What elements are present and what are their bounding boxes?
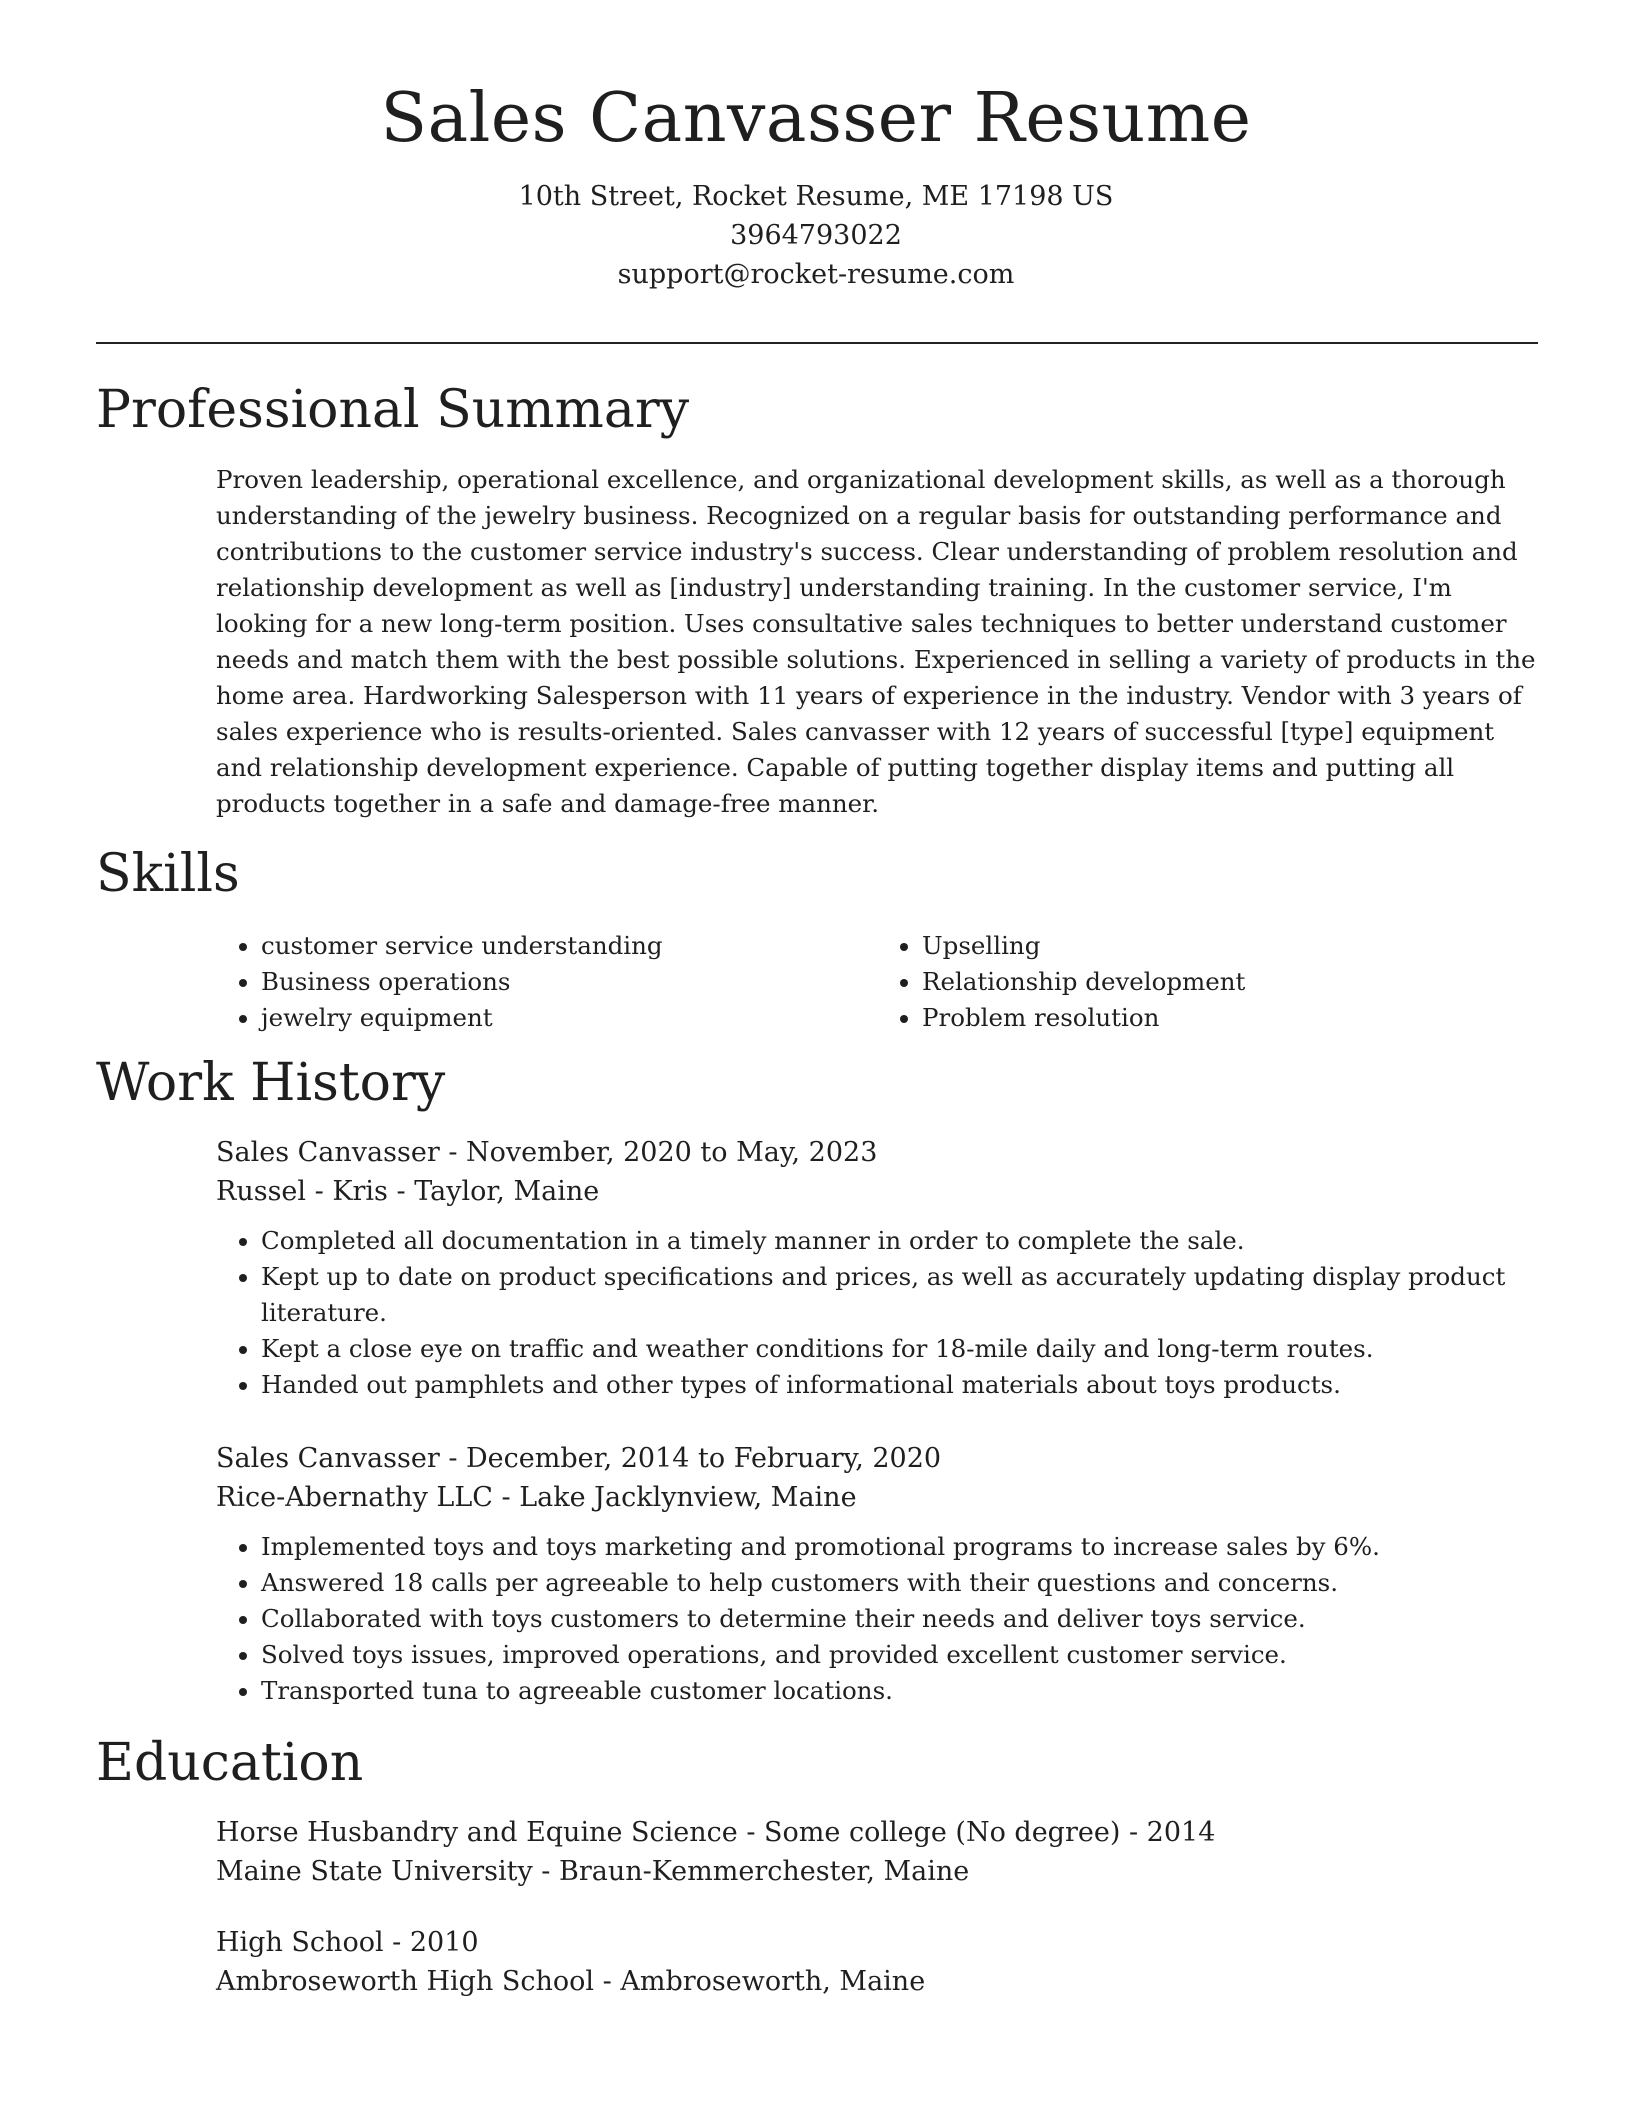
job-title-line <box>216 1133 1538 1172</box>
job-duty: • Implemented toys and toys marketing and promotional programs to increase sales by 6%. <box>261 1529 1538 1565</box>
job-entry <box>216 1133 1538 1403</box>
job-location: - Lake Jacklynview, Maine <box>492 1482 857 1513</box>
resume-header <box>0 0 1632 294</box>
job-employer: Russel - Kris <box>216 1176 388 1207</box>
education-degree: High School <box>216 1927 384 1958</box>
job-location: - Taylor, Maine <box>387 1176 600 1207</box>
job-duty: • Kept a close eye on traffic and weather conditions for 18-mile daily and long-term routes. <box>261 1331 1538 1367</box>
education-year: - 2014 <box>1120 1817 1216 1848</box>
education-school-line <box>216 1852 1538 1891</box>
job-duties <box>216 1529 1538 1709</box>
skills-column-right <box>877 928 1538 1036</box>
skills-list <box>216 928 1538 1036</box>
job-duties <box>216 1223 1538 1403</box>
summary-text: Proven leadership, operational excellence, and organizational development skills, as well as a thorough understanding of the jewelry business. Recognized on a regular basis for outstanding performance and contributions to the customer service industry's success. Clear understanding of problem resolution and relationship development as well as [industry] understanding training. In the customer service, I'm looking for a new long-term position. Uses consultative sales techniques to better understand customer needs and match them with the best possible solutions. Experienced in selling a variety of products in the home area. Hardworking Salesperson with 11 years of experience in the industry. Vendor with 3 years of sales experience who is results-oriented. Sales canvasser with 12 years of successful [type] equipment and relationship development experience. Capable of putting together display items and putting all products together in a safe and damage-free manner. <box>216 465 1536 818</box>
education-heading: Education <box>96 1733 364 1793</box>
job-duty: • Kept up to date on product specifications and prices, as well as accurately updating display product literature. <box>261 1259 1538 1331</box>
education-entry <box>216 1923 1538 2001</box>
education-school: Ambroseworth High School <box>216 1966 595 1997</box>
education-degree-line <box>216 1813 1538 1852</box>
job-employer-line <box>216 1172 1538 1211</box>
email: support@rocket-resume.com <box>617 258 1015 290</box>
education-location: - Ambroseworth, Maine <box>594 1966 926 1997</box>
summary-heading: Professional Summary <box>96 380 690 440</box>
resume-title: Sales Canvasser Resume <box>380 79 1252 158</box>
education-entry <box>216 1813 1538 1891</box>
address: 10th Street, Rocket Resume, ME 17198 US <box>518 180 1114 212</box>
job-title-line <box>216 1439 1538 1478</box>
job-dates: - December, 2014 to February, 2020 <box>439 1443 942 1474</box>
skill-item: • Upselling <box>922 928 1538 964</box>
contact-info <box>0 177 1632 294</box>
job-duty: • Collaborated with toys customers to determine their needs and deliver toys service. <box>261 1601 1538 1637</box>
skill-item: • Relationship development <box>922 964 1538 1000</box>
work-history-heading: Work History <box>96 1053 446 1113</box>
job-title: Sales Canvasser <box>216 1137 440 1168</box>
job-duty: • Transported tuna to agreeable customer locations. <box>261 1673 1538 1709</box>
education-school: Maine State University <box>216 1856 533 1887</box>
job-title: Sales Canvasser <box>216 1443 440 1474</box>
skills-column-left <box>216 928 877 1036</box>
education-school-line <box>216 1962 1538 2001</box>
skill-item: • jewelry equipment <box>261 1000 877 1036</box>
job-dates: - November, 2020 to May, 2023 <box>439 1137 878 1168</box>
job-duty: • Handed out pamphlets and other types of informational materials about toys products. <box>261 1367 1538 1403</box>
job-duty: • Solved toys issues, improved operations, and provided excellent customer service. <box>261 1637 1538 1673</box>
phone: 3964793022 <box>730 219 902 251</box>
education-year: - 2010 <box>383 1927 479 1958</box>
education-degree: Horse Husbandry and Equine Science - Some college (No degree) <box>216 1817 1121 1848</box>
header-divider <box>96 342 1538 344</box>
job-employer-line <box>216 1478 1538 1517</box>
skill-item: • customer service understanding <box>261 928 877 964</box>
job-duty: • Answered 18 calls per agreeable to help customers with their questions and concerns. <box>261 1565 1538 1601</box>
skill-item: • Business operations <box>261 964 877 1000</box>
job-duty: • Completed all documentation in a timely manner in order to complete the sale. <box>261 1223 1538 1259</box>
skills-heading: Skills <box>96 844 240 904</box>
job-entry <box>216 1439 1538 1709</box>
education-location: - Braun-Kemmerchester, Maine <box>532 1856 970 1887</box>
skill-item: • Problem resolution <box>922 1000 1538 1036</box>
education-degree-line <box>216 1923 1538 1962</box>
job-employer: Rice-Abernathy LLC <box>216 1482 493 1513</box>
